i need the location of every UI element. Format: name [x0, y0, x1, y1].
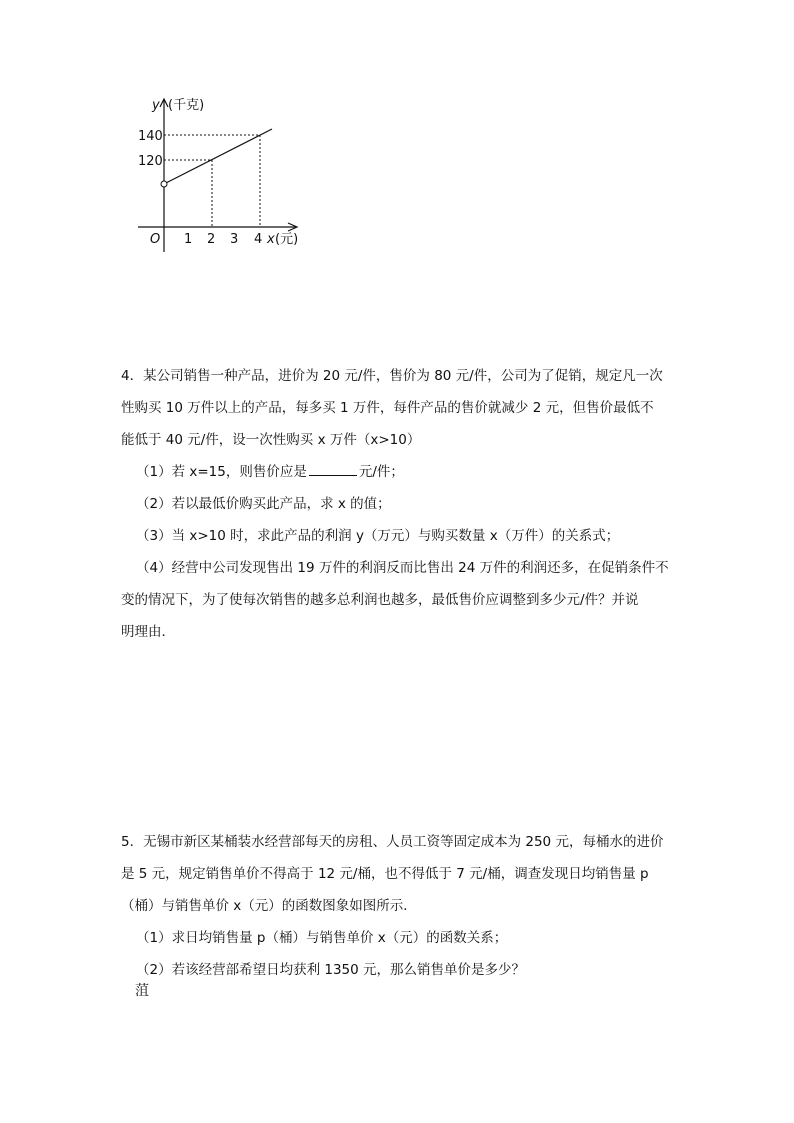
x-axis-label: x [267, 232, 275, 247]
q4-sub-1 [121, 456, 681, 488]
stray-character: 菹 [135, 983, 149, 999]
q4-sub-4-line-2: 变的情况下，为了使每次销售的越多总利润也越多，最低售价应调整到多少元/件？并说 [121, 592, 639, 608]
y-tick-140: 140 [138, 129, 163, 144]
q4-sub-4-line-1: （4）经营中公司发现售出 19 万件的利润反而比售出 24 万件的利润还多，在促销条件不 [136, 560, 669, 576]
question-4 [121, 360, 681, 648]
x-tick-2: 2 [207, 232, 216, 247]
question-5 [121, 826, 681, 986]
open-point [161, 181, 167, 187]
q4-line-3: 能低于 40 元/件，设一次性购买 x 万件（x>10） [121, 432, 421, 448]
x-unit-label: (元) [275, 232, 299, 247]
x-tick-3: 3 [230, 232, 239, 247]
q5-sub-1: （1）求日均销售量 p（桶）与销售单价 x（元）的函数关系； [136, 930, 508, 946]
q5-text-1: 无锡市新区某桶装水经营部每天的房租、人员工资等固定成本为 250 元，每桶水的进价 [143, 834, 664, 850]
q4-sub-2: （2）若以最低价购买此产品，求 x 的值； [136, 496, 391, 512]
q4-sub-1-suffix: 元/件； [358, 464, 404, 480]
q4-text-1: 某公司销售一种产品，进价为 20 元/件，售价为 80 元/件，公司为了促销，规定凡一次 [143, 368, 663, 384]
y-axis-label: y [152, 98, 160, 113]
y-tick-120: 120 [138, 154, 163, 169]
origin-label: O [150, 232, 161, 247]
q5-line-2: 是 5 元，规定销售单价不得高于 12 元/桶，也不得低于 7 元/桶，调查发现日均销售量 p [121, 866, 649, 882]
q5-line-1 [121, 826, 681, 858]
q5-line-3: （桶）与销售单价 x（元）的函数图象如图所示． [121, 898, 417, 914]
q4-line-2: 性购买 10 万件以上的产品，每多买 1 万件，每件产品的售价就减少 2 元，但售价最低不 [121, 400, 654, 416]
function-graph [130, 92, 310, 260]
q4-sub-1-prefix: （1）若 x=15，则售价应是 [136, 464, 307, 480]
q4-sub-3: （3）当 x>10 时，求此产品的利润 y（万元）与购买数量 x（万件）的关系式； [136, 528, 620, 544]
y-unit-label: (千克) [168, 98, 205, 113]
q4-line-1 [121, 360, 681, 392]
answer-blank [309, 461, 357, 476]
x-tick-4: 4 [254, 232, 263, 247]
q5-number: 5． [121, 834, 144, 850]
x-tick-1: 1 [184, 232, 193, 247]
function-line [164, 129, 272, 184]
q4-sub-4-line-3: 明理由． [121, 624, 175, 640]
q4-number: 4． [121, 368, 144, 384]
q5-sub-2: （2）若该经营部希望日均获利 1350 元，那么销售单价是多少？ [136, 962, 526, 978]
